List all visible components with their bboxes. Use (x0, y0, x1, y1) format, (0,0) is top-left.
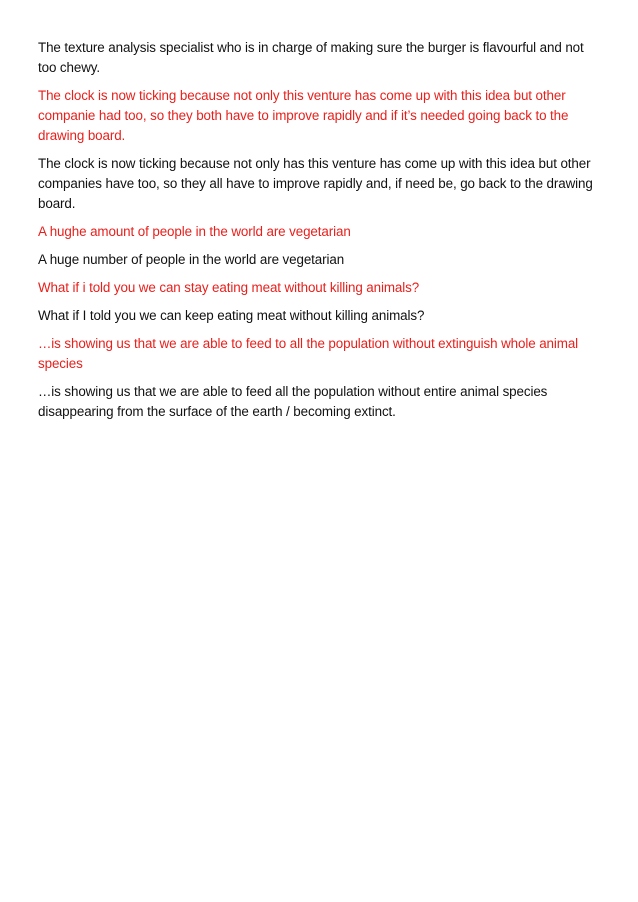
paragraph-9: …is showing us that we are able to feed all the population without entire animal species disappearing from the surface of the earth / becoming extinct. (38, 384, 548, 419)
paragraph-1: The texture analysis specialist who is in charge of making sure the burger is flavourful and not too chewy. (38, 40, 584, 75)
paragraph-6: What if i told you we can stay eating meat without killing animals? (38, 280, 420, 295)
paragraph-2: The clock is now ticking because not only this venture has come up with this idea but other companie had too, so they both have to improve rapidly and if it’s needed going back to the drawing board. (38, 88, 569, 143)
document-page (38, 38, 604, 430)
paragraph-3: The clock is now ticking because not only has this venture has come up with this idea but other companies have too, so they all have to improve rapidly and, if need be, go back to the drawing board. (38, 156, 593, 211)
paragraph-5: A huge number of people in the world are vegetarian (38, 252, 345, 267)
paragraph-4: A hughe amount of people in the world are vegetarian (38, 224, 351, 239)
paragraph-7: What if I told you we can keep eating meat without killing animals? (38, 308, 425, 323)
paragraph-8: …is showing us that we are able to feed to all the population without extinguish whole animal species (38, 336, 579, 371)
